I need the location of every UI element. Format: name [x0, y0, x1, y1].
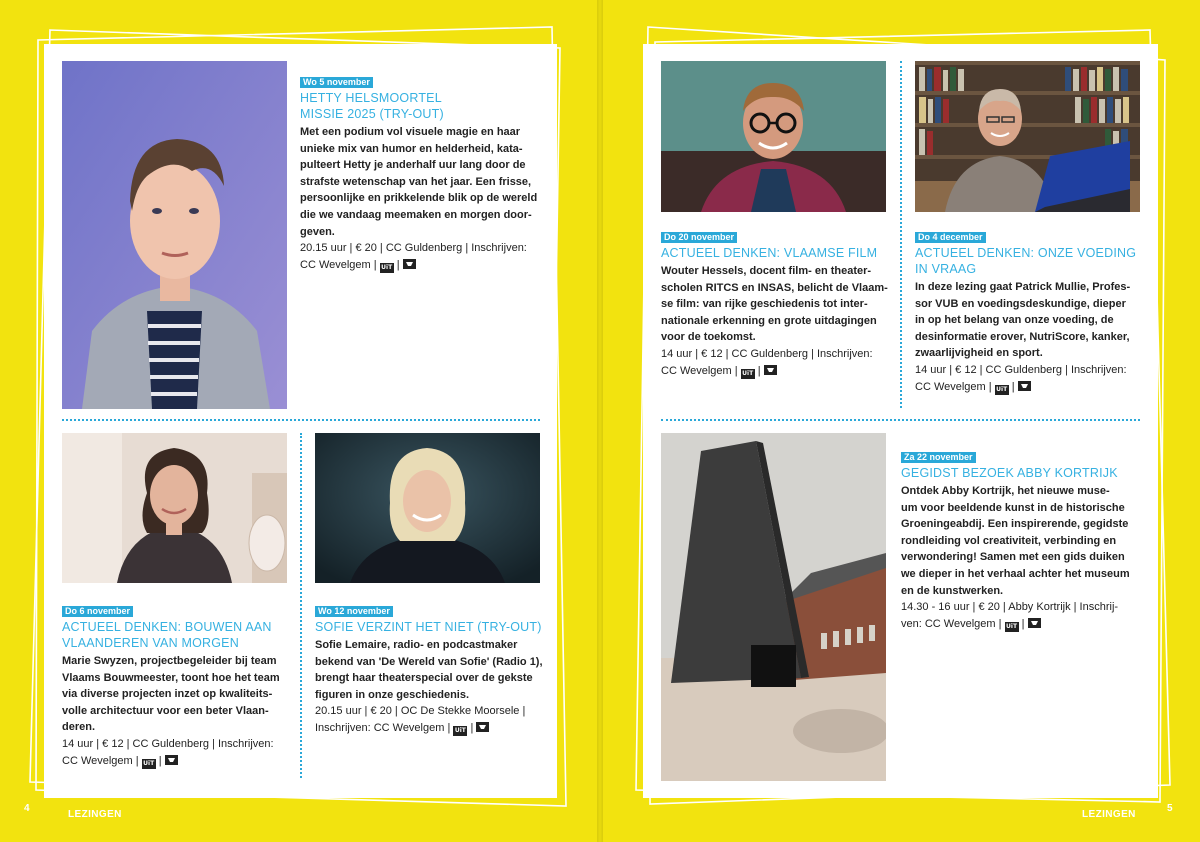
- page-number-right: 5: [1167, 803, 1173, 814]
- ticket-icon[interactable]: [1018, 381, 1031, 391]
- event-description: Ontdek Abby Kortrijk, het nieuwe muse- um voor beeldende kunst in de historische Groeningeabdij. Een inspirerende, gegidste rondleiding vol creativiteit, verbinding en verwondering! Samen met een gids duiken we dieper in het verhaal achter het museum en de kunstwerken.: [901, 485, 1130, 597]
- event-meta: 14 uur | € 12 | CC Guldenberg | Inschrijven: CC Wevelgem | UiT |: [915, 363, 1127, 393]
- photo-marie-swyzen: [62, 433, 287, 583]
- uit-icon[interactable]: UiT: [454, 726, 466, 734]
- event-gegidst-bezoek-abby: [901, 445, 1141, 632]
- event-title: ACTUEEL DENKEN: BOUWEN AAN VLAANDEREN VAN MORGEN: [62, 620, 272, 650]
- ticket-icon[interactable]: [476, 722, 489, 732]
- event-date: Do 20 november: [661, 232, 737, 243]
- section-label-left: LEZINGEN: [68, 809, 122, 820]
- divider-vertical-right: [900, 61, 902, 408]
- ticket-icon[interactable]: [403, 259, 416, 269]
- event-title: SOFIE VERZINT HET NIET (TRY-OUT): [315, 620, 542, 634]
- event-onze-voeding-in-vraag: [915, 225, 1150, 395]
- event-date: Do 6 november: [62, 606, 133, 617]
- ticket-icon[interactable]: [764, 365, 777, 375]
- event-description: In deze lezing gaat Patrick Mullie, Profes- sor VUB en voedingsdeskundige, dieper in op het belang van onze voeding, de desinformatie erover, NutriScore, kanker, zwaarlijvigheid en sport.: [915, 281, 1131, 360]
- booklet-spine: [597, 0, 603, 842]
- event-description: Wouter Hessels, docent film- en theater- scholen RITCS en INSAS, belicht de Vlaam- se film: van rijke geschiedenis tot inter- nationale erkenning en grote uitdagingen voor de toekomst.: [661, 265, 888, 344]
- event-date: Do 4 december: [915, 232, 986, 243]
- event-meta: 14 uur | € 12 | CC Guldenberg | Inschrijven: CC Wevelgem | UiT |: [661, 347, 873, 377]
- divider-horizontal-right: [661, 419, 1140, 421]
- event-date: Wo 5 november: [300, 77, 373, 88]
- photo-abby-kortrijk: [661, 433, 886, 781]
- uit-icon[interactable]: UiT: [742, 369, 754, 377]
- uit-icon[interactable]: UiT: [1006, 622, 1018, 630]
- event-description: Marie Swyzen, projectbegeleider bij team Vlaams Bouwmeester, toont hoe het team via diverse projecten inzet op kwaliteits- volle architectuur voor een beter Vlaan- deren.: [62, 655, 280, 734]
- uit-icon[interactable]: UiT: [996, 385, 1008, 393]
- event-date: Za 22 november: [901, 452, 976, 463]
- photo-sofie-lemaire: [315, 433, 540, 583]
- ticket-icon[interactable]: [165, 755, 178, 765]
- event-bouwen-aan-vlaanderen: [62, 599, 302, 769]
- event-title: GEGIDST BEZOEK ABBY KORTRIJK: [901, 466, 1118, 480]
- event-title: ACTUEEL DENKEN: VLAAMSE FILM: [661, 246, 878, 260]
- event-date: Wo 12 november: [315, 606, 393, 617]
- event-vlaamse-film: [661, 225, 901, 379]
- page-number-left: 4: [24, 803, 30, 814]
- ticket-icon[interactable]: [1028, 618, 1041, 628]
- event-title: HETTY HELSMOORTEL MISSIE 2025 (TRY-OUT): [300, 91, 444, 121]
- event-sofie-verzint-het-niet: [315, 599, 550, 737]
- event-meta: 14 uur | € 12 | CC Guldenberg | Inschrijven: CC Wevelgem | UiT |: [62, 737, 274, 767]
- event-meta: 20.15 uur | € 20 | OC De Stekke Moorsele | Inschrijven: CC Wevelgem | UiT |: [315, 705, 526, 734]
- uit-icon[interactable]: UiT: [381, 263, 393, 271]
- event-meta: 14.30 - 16 uur | € 20 | Abby Kortrijk | Inschrij- ven: CC Wevelgem | UiT |: [901, 601, 1119, 630]
- divider-vertical-left: [300, 433, 302, 778]
- event-description: Met een podium vol visuele magie en haar unieke mix van humor en helderheid, kata- pulteert Hetty je anderhalf uur lang door de strafste wetenschap van het jaar. Een frisse, persoonlijke en prikkelende blik op de wereld die we vandaag meemaken en morgen door- geven.: [300, 126, 538, 238]
- section-label-right: LEZINGEN: [1082, 809, 1136, 820]
- event-meta: 20.15 uur | € 20 | CC Guldenberg | Inschrijven: CC Wevelgem | UiT |: [300, 242, 527, 271]
- photo-patrick-mullie: [915, 61, 1140, 212]
- event-description: Sofie Lemaire, radio- en podcastmaker bekend van 'De Wereld van Sofie' (Radio 1), brengt haar theaterspecial over de gekste figuren in onze geschiedenis.: [315, 639, 543, 701]
- uit-icon[interactable]: UiT: [143, 759, 155, 767]
- photo-wouter-hessels: [661, 61, 886, 212]
- event-title: ACTUEEL DENKEN: ONZE VOEDING IN VRAAG: [915, 246, 1137, 276]
- event-hetty-helsmoortel: [300, 70, 545, 273]
- photo-hetty-helsmoortel: [62, 61, 287, 409]
- divider-horizontal-left: [62, 419, 540, 421]
